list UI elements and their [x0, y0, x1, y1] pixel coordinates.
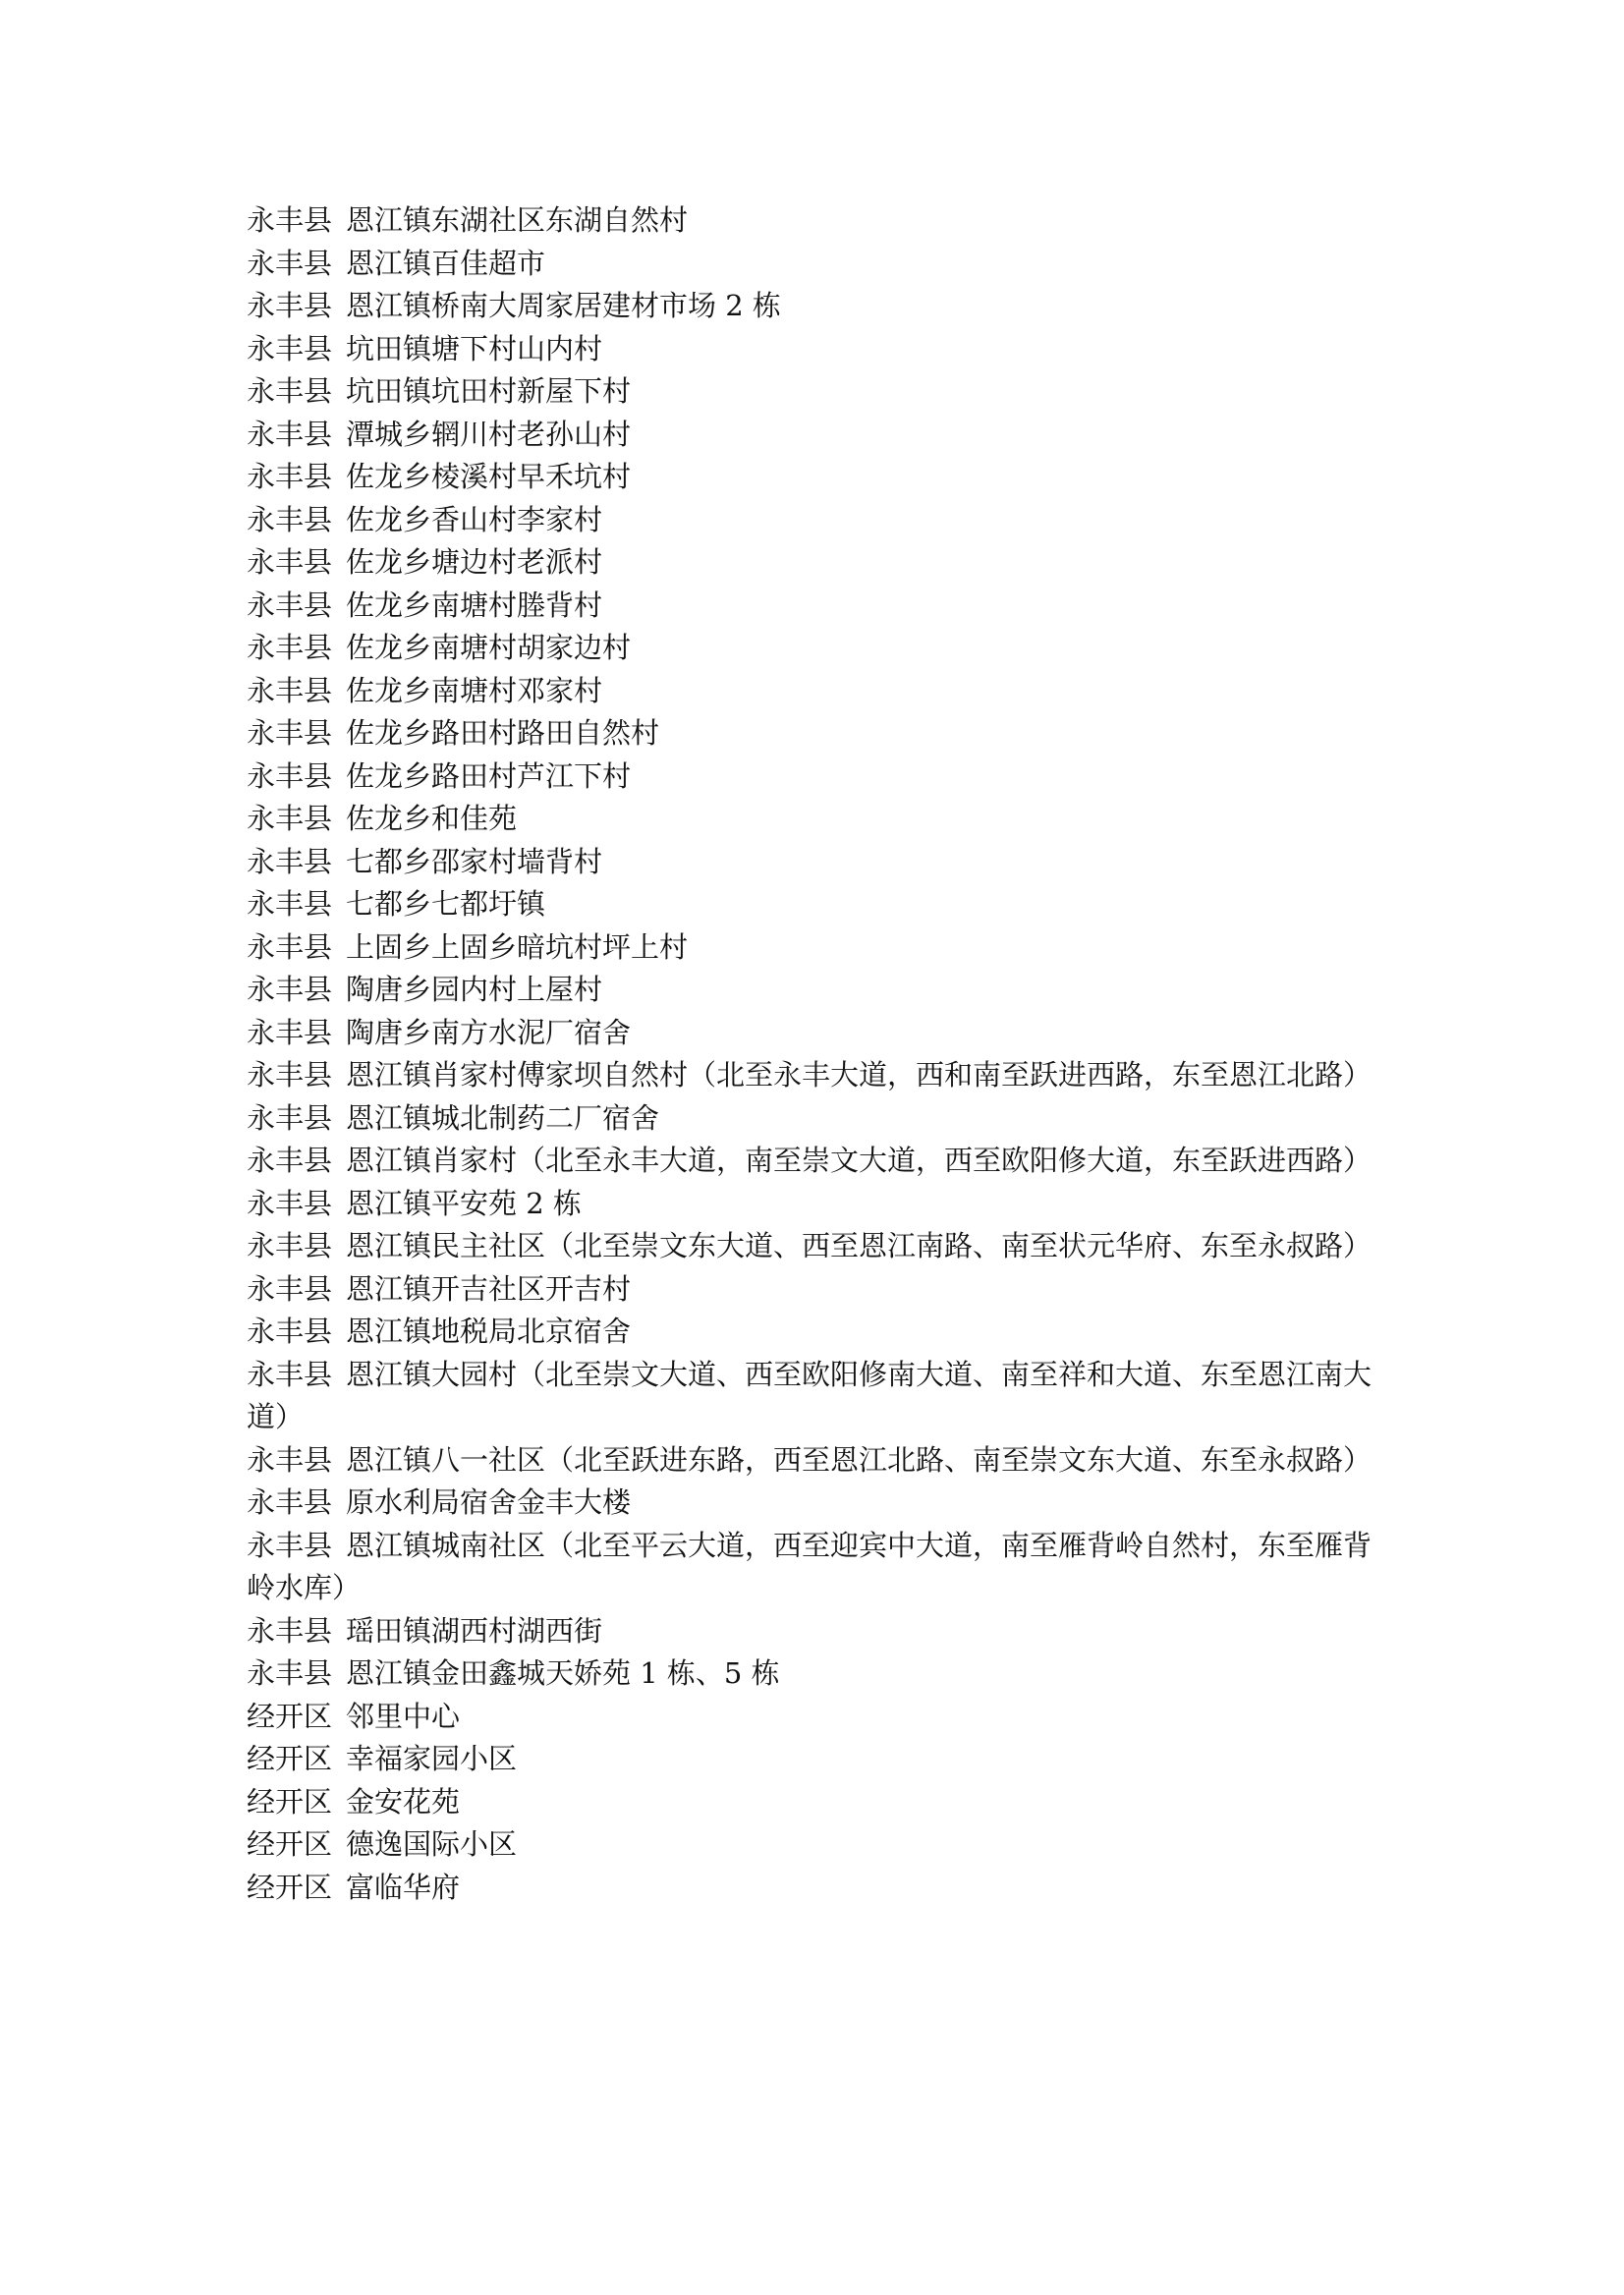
address-entry — [247, 1867, 1386, 1910]
entry-county: 永丰县 — [247, 887, 333, 921]
entry-county: 永丰县 — [247, 1485, 333, 1519]
entry-county: 经开区 — [247, 1827, 333, 1861]
address-entry — [247, 1268, 1386, 1312]
address-entry — [247, 328, 1386, 371]
entry-place: 富临华府 — [346, 1870, 461, 1904]
entry-place: 佐龙乡塘边村老派村 — [346, 545, 603, 579]
entry-county: 永丰县 — [247, 673, 333, 707]
entry-place: 七都乡邵家村墙背村 — [346, 844, 603, 878]
address-entry — [247, 1652, 1386, 1696]
address-entry — [247, 199, 1386, 243]
entry-county: 永丰县 — [247, 1357, 333, 1391]
entry-place: 佐龙乡和佳苑 — [346, 802, 518, 835]
address-entry — [247, 1439, 1386, 1483]
entry-place: 潭城乡辋川村老孙山村 — [346, 417, 632, 451]
entry-place: 佐龙乡南塘村胡家边村 — [346, 631, 632, 664]
entry-county: 永丰县 — [247, 246, 333, 280]
entry-county: 永丰县 — [247, 1656, 333, 1690]
entry-place: 佐龙乡路田村路田自然村 — [346, 716, 660, 750]
address-entry — [247, 926, 1386, 970]
entry-place: 恩江镇平安苑 2 栋 — [346, 1186, 582, 1220]
address-entry — [247, 1525, 1386, 1610]
address-entry — [247, 883, 1386, 926]
entry-county: 永丰县 — [247, 716, 333, 750]
address-entry — [247, 285, 1386, 328]
entry-place: 上固乡上固乡暗坑村坪上村 — [346, 929, 689, 964]
entry-county: 永丰县 — [247, 1271, 333, 1306]
address-entry — [247, 541, 1386, 585]
address-entry — [247, 798, 1386, 841]
entry-place: 恩江镇大园村（北至崇文大道、西至欧阳修南大道、南至祥和大道、东至恩江南大道） — [247, 1357, 1372, 1433]
entry-place: 坑田镇坑田村新屋下村 — [346, 374, 632, 408]
entry-place: 佐龙乡南塘村邓家村 — [346, 673, 603, 707]
address-entry — [247, 1225, 1386, 1268]
address-entry — [247, 670, 1386, 713]
address-entry — [247, 1054, 1386, 1097]
entry-county: 永丰县 — [247, 588, 333, 622]
entry-county: 永丰县 — [247, 929, 333, 964]
entry-place: 佐龙乡路田村芦江下村 — [346, 758, 632, 793]
entry-place: 瑶田镇湖西村湖西街 — [346, 1613, 603, 1648]
address-entry — [247, 841, 1386, 884]
entry-place: 佐龙乡南塘村塍背村 — [346, 588, 603, 622]
entry-county: 永丰县 — [247, 802, 333, 835]
entry-county: 永丰县 — [247, 1186, 333, 1220]
entry-county: 永丰县 — [247, 631, 333, 664]
address-entry — [247, 1140, 1386, 1183]
entry-county: 永丰县 — [247, 374, 333, 408]
entry-place: 邻里中心 — [346, 1699, 461, 1733]
entry-place: 恩江镇八一社区（北至跃进东路，西至恩江北路、南至崇文东大道、东至永叔路） — [346, 1442, 1372, 1477]
entry-place: 德逸国际小区 — [346, 1827, 518, 1861]
entry-county: 永丰县 — [247, 203, 333, 237]
entry-place: 恩江镇地税局北京宿舍 — [346, 1315, 632, 1348]
entry-county: 永丰县 — [247, 758, 333, 793]
address-entry — [247, 370, 1386, 414]
address-entry — [247, 1738, 1386, 1781]
entry-place: 陶唐乡园内村上屋村 — [346, 973, 603, 1006]
entry-place: 佐龙乡香山村李家村 — [346, 502, 603, 536]
entry-place: 恩江镇肖家村（北至永丰大道，南至崇文大道，西至欧阳修大道，东至跃进西路） — [346, 1144, 1372, 1177]
entry-county: 永丰县 — [247, 460, 333, 493]
entry-county: 永丰县 — [247, 417, 333, 451]
address-entry — [247, 712, 1386, 756]
entry-county: 经开区 — [247, 1699, 333, 1733]
entry-place: 恩江镇肖家村傅家坝自然村（北至永丰大道，西和南至跃进西路，东至恩江北路） — [346, 1058, 1372, 1092]
entry-place: 恩江镇城南社区（北至平云大道，西至迎宾中大道，南至雁背岭自然村，东至雁背岭水库） — [247, 1528, 1372, 1604]
entry-county: 永丰县 — [247, 1015, 333, 1049]
entry-county: 永丰县 — [247, 545, 333, 579]
address-entry — [247, 1012, 1386, 1055]
entry-place: 恩江镇金田鑫城天娇苑 1 栋、5 栋 — [346, 1656, 780, 1690]
entry-place: 恩江镇东湖社区东湖自然村 — [346, 203, 689, 237]
address-list — [247, 199, 1386, 1909]
address-entry — [247, 627, 1386, 670]
address-entry — [247, 1482, 1386, 1525]
address-entry — [247, 1610, 1386, 1653]
address-entry — [247, 243, 1386, 286]
entry-county: 永丰县 — [247, 1229, 333, 1262]
entry-county: 永丰县 — [247, 331, 333, 365]
entry-county: 永丰县 — [247, 502, 333, 536]
entry-county: 永丰县 — [247, 1100, 333, 1135]
entry-place: 佐龙乡棱溪村早禾坑村 — [346, 460, 632, 493]
entry-place: 陶唐乡南方水泥厂宿舍 — [346, 1015, 632, 1049]
entry-county: 永丰县 — [247, 1058, 333, 1092]
address-entry — [247, 969, 1386, 1012]
address-entry — [247, 1097, 1386, 1141]
entry-place: 恩江镇桥南大周家居建材市场 2 栋 — [346, 289, 781, 322]
address-entry — [247, 1183, 1386, 1226]
address-entry — [247, 1354, 1386, 1439]
entry-place: 坑田镇塘下村山内村 — [346, 331, 603, 365]
entry-place: 恩江镇民主社区（北至崇文东大道、西至恩江南路、南至状元华府、东至永叔路） — [346, 1229, 1372, 1262]
entry-county: 永丰县 — [247, 973, 333, 1006]
entry-place: 恩江镇百佳超市 — [346, 246, 546, 280]
entry-county: 经开区 — [247, 1784, 333, 1819]
address-entry — [247, 585, 1386, 628]
address-entry — [247, 1781, 1386, 1824]
entry-place: 金安花苑 — [346, 1784, 461, 1819]
entry-place: 七都乡七都圩镇 — [346, 887, 546, 921]
entry-county: 永丰县 — [247, 1528, 333, 1562]
entry-county: 永丰县 — [247, 1613, 333, 1648]
address-entry — [247, 456, 1386, 499]
entry-county: 经开区 — [247, 1742, 333, 1775]
address-entry — [247, 756, 1386, 799]
entry-county: 经开区 — [247, 1870, 333, 1904]
entry-place: 幸福家园小区 — [346, 1742, 518, 1775]
address-entry — [247, 1696, 1386, 1739]
entry-county: 永丰县 — [247, 1442, 333, 1477]
address-entry — [247, 414, 1386, 457]
entry-place: 恩江镇城北制药二厂宿舍 — [346, 1100, 660, 1135]
address-entry — [247, 499, 1386, 542]
entry-county: 永丰县 — [247, 1315, 333, 1348]
entry-county: 永丰县 — [247, 1144, 333, 1177]
entry-county: 永丰县 — [247, 289, 333, 322]
address-entry — [247, 1311, 1386, 1354]
address-entry — [247, 1823, 1386, 1867]
entry-county: 永丰县 — [247, 844, 333, 878]
entry-place: 恩江镇开吉社区开吉村 — [346, 1271, 632, 1306]
entry-place: 原水利局宿舍金丰大楼 — [346, 1485, 632, 1519]
